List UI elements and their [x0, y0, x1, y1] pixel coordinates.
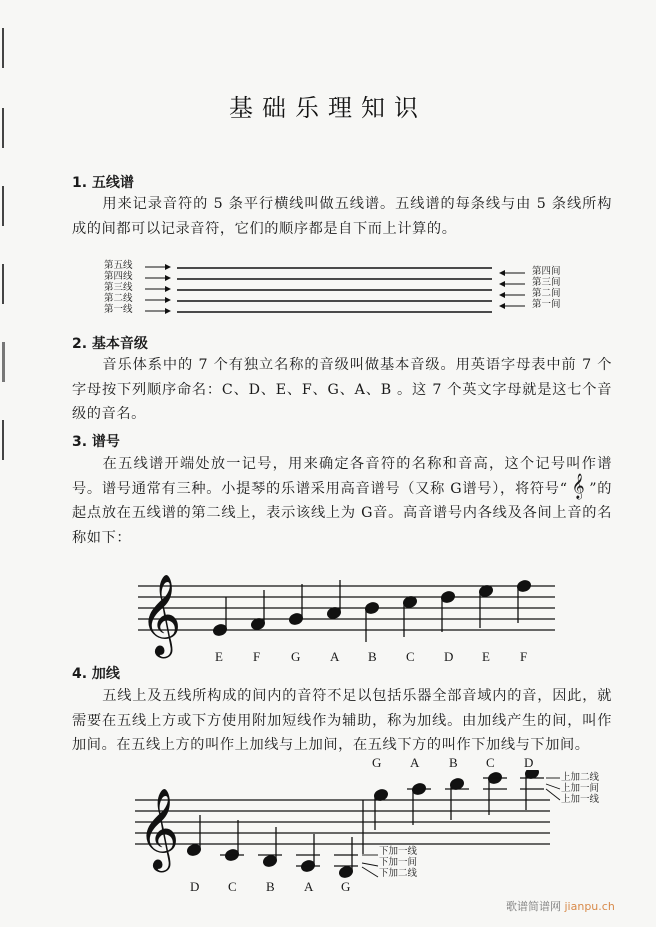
label-line-5: 第五线 [104, 260, 133, 271]
paragraph-text: 用来记录音符的 5 条平行横线叫做五线谱。五线谱的每条线与由 5 条线所构成的间都可以记录音符，它们的顺序都是自下而上计算的。 [72, 196, 612, 237]
section-body-basic-scale [72, 353, 612, 427]
note-name: G [372, 755, 382, 770]
label-line-1: 第一线 [104, 304, 133, 315]
note-name: B [449, 755, 458, 770]
binding-mark [2, 342, 5, 382]
staff-line-labels [104, 260, 133, 315]
staff-space-labels [532, 266, 561, 310]
section-heading-clef: 3. 谱号 [72, 434, 120, 450]
binding-mark [2, 28, 4, 68]
lower-ledger-labels [379, 846, 417, 879]
label-line-4: 第四线 [104, 271, 133, 282]
note-name: E [482, 649, 490, 664]
label-upper-ledger-2: 上加二线 [561, 772, 600, 783]
note-name: B [368, 649, 377, 664]
note-name: D [190, 879, 200, 894]
section-body-clef [72, 452, 612, 550]
section-body-staff [72, 192, 612, 241]
label-lower-ledger-1: 下加一线 [379, 846, 418, 857]
paragraph-text: 在五线谱开端处放一记号，用来确定各音符的名称和音高，这个记号叫作谱号。谱号通常有三种。小提琴的乐谱采用高音谱号（又称 G谱号），将符号 [72, 456, 612, 497]
note-name: G [341, 879, 351, 894]
note-name: C [228, 879, 237, 894]
watermark-cn: 歌谱简谱网 [506, 900, 561, 913]
label-lower-space-1: 下加一间 [379, 857, 418, 868]
section-heading-staff: 1. 五线谱 [72, 175, 134, 191]
note-name: E [215, 649, 223, 664]
note-name: A [330, 649, 340, 664]
section-heading-basic-scale: 2. 基本音级 [72, 336, 148, 352]
note-name: D [524, 755, 534, 770]
binding-mark [2, 420, 4, 460]
treble-clef-icon: 𝄞 [138, 791, 180, 868]
treble-clef-icon: 𝄞 [140, 577, 182, 654]
label-space-4: 第四间 [532, 266, 561, 277]
paragraph-text: 音乐体系中的 7 个有独立名称的音级叫做基本音级。用英语字母表中前 7 个字母按下列顺序命名：C、D、E、F、G、A、B 。这 7 个英文字母就是这七个音级的音名。 [72, 357, 612, 422]
watermark-en: jianpu.ch [564, 900, 615, 913]
ledger-line-staff [0, 770, 656, 890]
upper-ledger-labels [561, 772, 599, 805]
treble-clef-icon: 𝄞 [571, 473, 586, 499]
label-space-3: 第三间 [532, 277, 561, 288]
label-line-2: 第二线 [104, 293, 133, 304]
note-name: B [266, 879, 275, 894]
note-name: F [520, 649, 528, 664]
section-body-ledger [72, 684, 612, 758]
paragraph-text: 五线上及五线所构成的间内的音符不足以包括乐器全部音域内的音，因此，就需要在五线上方或下方使用附加短线作为辅助，称为加线。由加线产生的间，叫作加间。在五线上方的叫作上加线与上加间，在五线下方的叫作下加线与下加间。 [72, 688, 612, 753]
note-name: D [444, 649, 454, 664]
label-line-3: 第三线 [104, 282, 133, 293]
binding-mark [2, 186, 4, 226]
lower-ledger-note-names [0, 879, 656, 897]
note-name: C [486, 755, 495, 770]
label-space-2: 第二间 [532, 288, 561, 299]
note-name: C [406, 649, 415, 664]
note-name: F [253, 649, 261, 664]
page-title: 基础乐理知识 [229, 94, 427, 122]
label-upper-ledger-1: 上加一线 [561, 794, 600, 805]
label-lower-ledger-2: 下加二线 [379, 868, 418, 879]
note-name: A [304, 879, 314, 894]
note-name: A [410, 755, 420, 770]
note-name: G [291, 649, 301, 664]
label-upper-space-1: 上加一间 [561, 783, 600, 794]
label-space-1: 第一间 [532, 299, 561, 310]
paragraph-text: ”的起点放在五线谱的第二线上，表示该线上为 G音。高音谱号内各线及各间上音的名称如下： [72, 480, 612, 546]
watermark [506, 898, 615, 914]
section-heading-ledger: 4. 加线 [72, 666, 120, 682]
quote-open: “ [559, 480, 568, 497]
